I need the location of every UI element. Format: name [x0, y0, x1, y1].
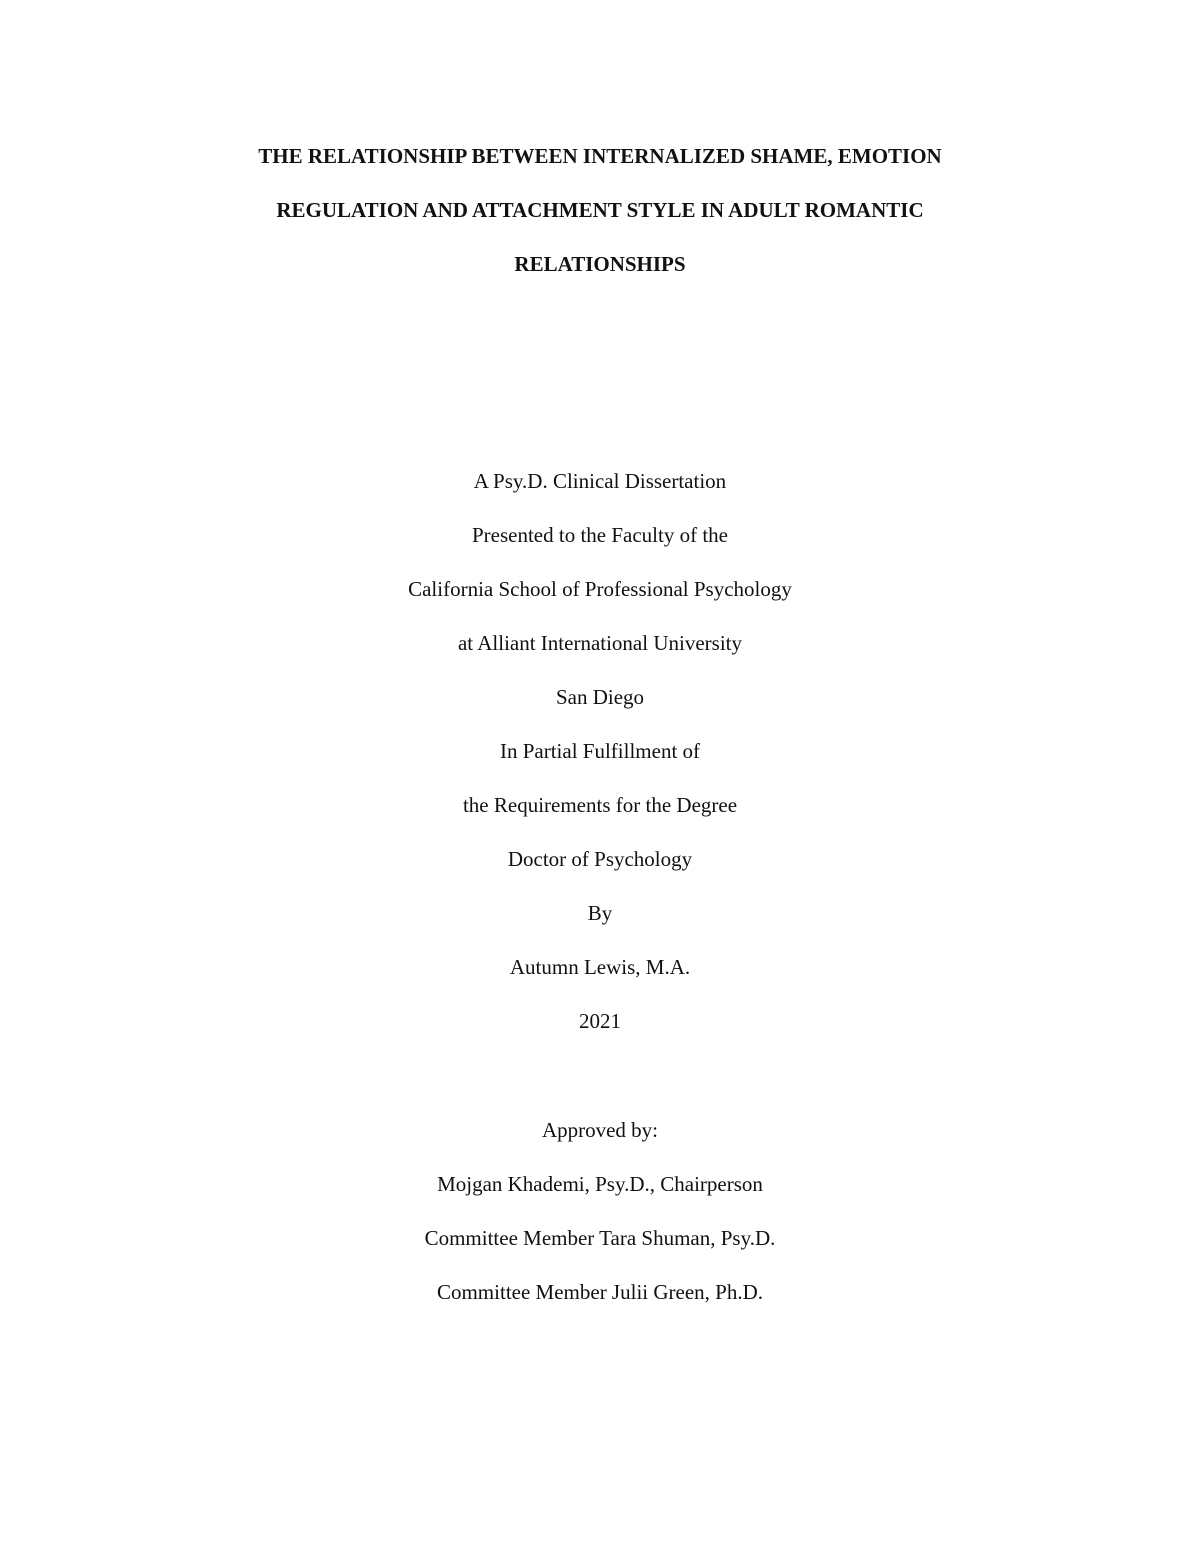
publication-year: 2021 [579, 1009, 621, 1033]
by-line: By [587, 901, 613, 925]
title-line-1: THE RELATIONSHIP BETWEEN INTERNALIZED SHAME, EMOTION [258, 144, 942, 168]
committee-member-2: Committee Member Julii Green, Ph.D. [436, 1280, 764, 1304]
fulfillment-line: In Partial Fulfillment of [499, 739, 701, 763]
committee-member-1: Committee Member Tara Shuman, Psy.D. [424, 1226, 776, 1250]
author-name: Autumn Lewis, M.A. [509, 955, 691, 979]
committee-chair: Mojgan Khademi, Psy.D., Chairperson [437, 1172, 763, 1196]
presented-to-line: Presented to the Faculty of the [471, 523, 729, 547]
university-name: at Alliant International University [457, 631, 742, 655]
school-name: California School of Professional Psychology [408, 577, 792, 601]
dissertation-type: A Psy.D. Clinical Dissertation [473, 469, 727, 493]
title-line-3: RELATIONSHIPS [514, 252, 686, 276]
campus-location: San Diego [555, 685, 645, 709]
degree-name: Doctor of Psychology [507, 847, 693, 871]
approved-by-heading: Approved by: [541, 1118, 659, 1142]
requirements-line: the Requirements for the Degree [462, 793, 738, 817]
title-line-2: REGULATION AND ATTACHMENT STYLE IN ADULT ROMANTIC [276, 198, 924, 222]
